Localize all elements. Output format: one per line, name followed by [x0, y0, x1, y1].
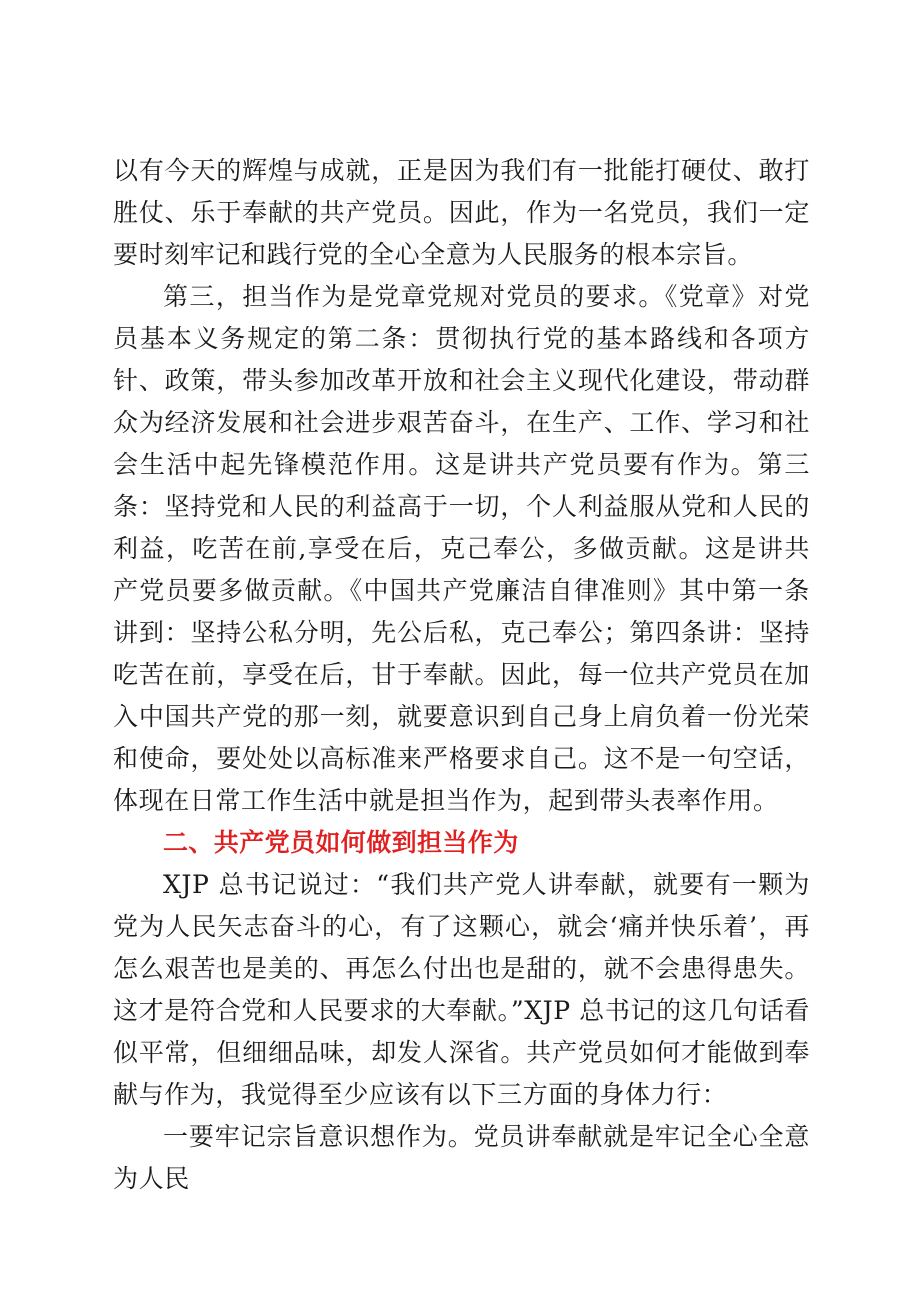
paragraph-party-constitution: 第三，担当作为是党章党规对党员的要求。《党章》对党员基本义务规定的第二条：贯彻执行党的基本路线和各项方针、政策，带头参加改革开放和社会主义现代化建设，带动群众为经济发展和社会进步艰苦奋斗，在生产、工作、学习和社会生活中起先锋模范作用。这是讲共产党员要有作为。第三条：坚持党和人民的利益高于一切，个人利益服从党和人民的利益，吃苦在前,享受在后，克己奉公，多做贡献。这是讲共产党员要多做贡献。《中国共产党廉洁自律准则》其中第一条讲到：坚持公私分明，先公后私，克己奉公；第四条讲：坚持吃苦在前，享受在后，甘于奉献。因此，每一位共产党员在加入中国共产党的那一刻，就要意识到自己身上肩负着一份光荣和使命，要处处以高标准来严格要求自己。这不是一句空话，体现在日常工作生活中就是担当作为，起到带头表率作用。 — [113, 282, 810, 815]
paragraph-first-point: 一要牢记宗旨意识想作为。党员讲奉献就是牢记全心全意为人民 — [113, 1122, 810, 1193]
paragraph-quote: XJP 总书记说过：“我们共产党人讲奉献，就要有一颗为党为人民矢志奋斗的心，有了这颗心，就会‘痛并快乐着’，再怎么艰苦也是美的、再怎么付出也是甜的，就不会患得患失。这才是符合党和人民要求的大奉献。”XJP 总书记的这几句话看似平常，但细细品味，却发人深省。共产党员如何才能做到奉献与作为，我觉得至少应该有以下三方面的身体力行： — [113, 870, 810, 1109]
paragraph-continuation: 以有今天的辉煌与成就，正是因为我们有一批能打硬仗、敢打胜仗、乐于奉献的共产党员。因此，作为一名党员，我们一定要时刻牢记和践行党的全心全意为人民服务的根本宗旨。 — [113, 156, 810, 269]
section-heading: 二、共产党员如何做到担当作为 — [163, 828, 519, 857]
document-body — [113, 150, 810, 1200]
